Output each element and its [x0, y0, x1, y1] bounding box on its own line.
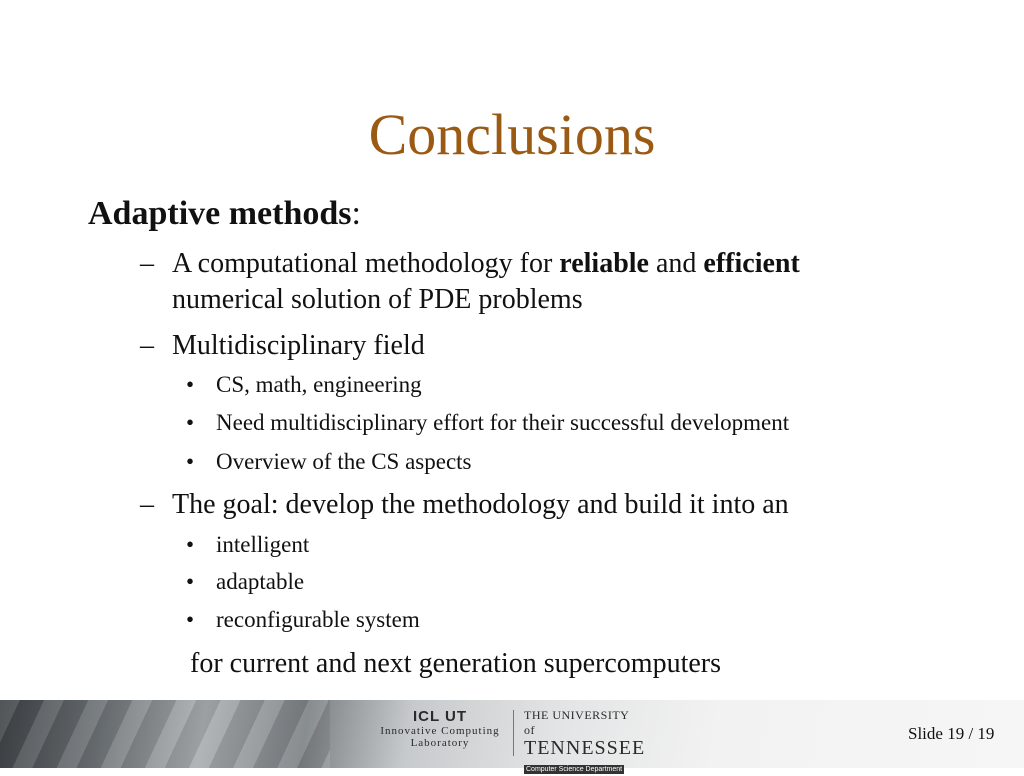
heading-bold: Adaptive methods: [88, 195, 352, 232]
bullet-marker: •: [186, 607, 195, 632]
dash-marker: –: [140, 330, 154, 361]
bullet-marker: •: [186, 569, 195, 594]
list-item-text: A computational methodology for reliable and efficient numerical solution of PDE problems: [172, 248, 800, 315]
bullet-text: intelligent: [216, 532, 310, 557]
bullet-marker: •: [186, 410, 195, 435]
ut-logo-line3: Computer Science Department: [526, 766, 623, 773]
bullet-text: CS, math, engineering: [216, 372, 422, 397]
ut-logo: [524, 708, 646, 773]
dash-marker: –: [140, 248, 154, 279]
bullet-marker: •: [186, 449, 195, 474]
closing-line: for current and next generation supercomputers: [190, 648, 722, 679]
bullet-text: adaptable: [216, 569, 305, 594]
list-item-text: Multidisciplinary field: [172, 330, 425, 361]
bullet-text: Need multidisciplinary effort for their successful development: [216, 410, 790, 435]
bullet-text: reconfigurable system: [216, 607, 420, 632]
footer-decoration: [0, 700, 330, 768]
heading-colon: :: [351, 195, 361, 232]
logo-divider: [513, 710, 514, 756]
icl-logo: [370, 708, 510, 764]
icl-logo-line2: Laboratory: [410, 737, 470, 749]
icl-logo-mark: ICL UT: [412, 708, 468, 725]
bullet-text: Overview of the CS aspects: [216, 449, 472, 474]
bullet-marker: •: [186, 532, 195, 557]
ut-logo-line1: THE UNIVERSITY of: [524, 708, 629, 737]
section-heading: [88, 192, 361, 236]
slide-title: Conclusions: [368, 102, 656, 167]
slide-number: Slide 19 / 19: [908, 724, 995, 743]
footer-bar: [0, 700, 1024, 773]
ut-logo-line2: TENNESSEE: [524, 737, 646, 759]
dash-marker: –: [140, 489, 154, 520]
bullet-marker: •: [186, 372, 195, 397]
icl-logo-line1: Innovative Computing: [380, 725, 500, 737]
list-item-text: The goal: develop the methodology and build it into an: [172, 489, 789, 520]
